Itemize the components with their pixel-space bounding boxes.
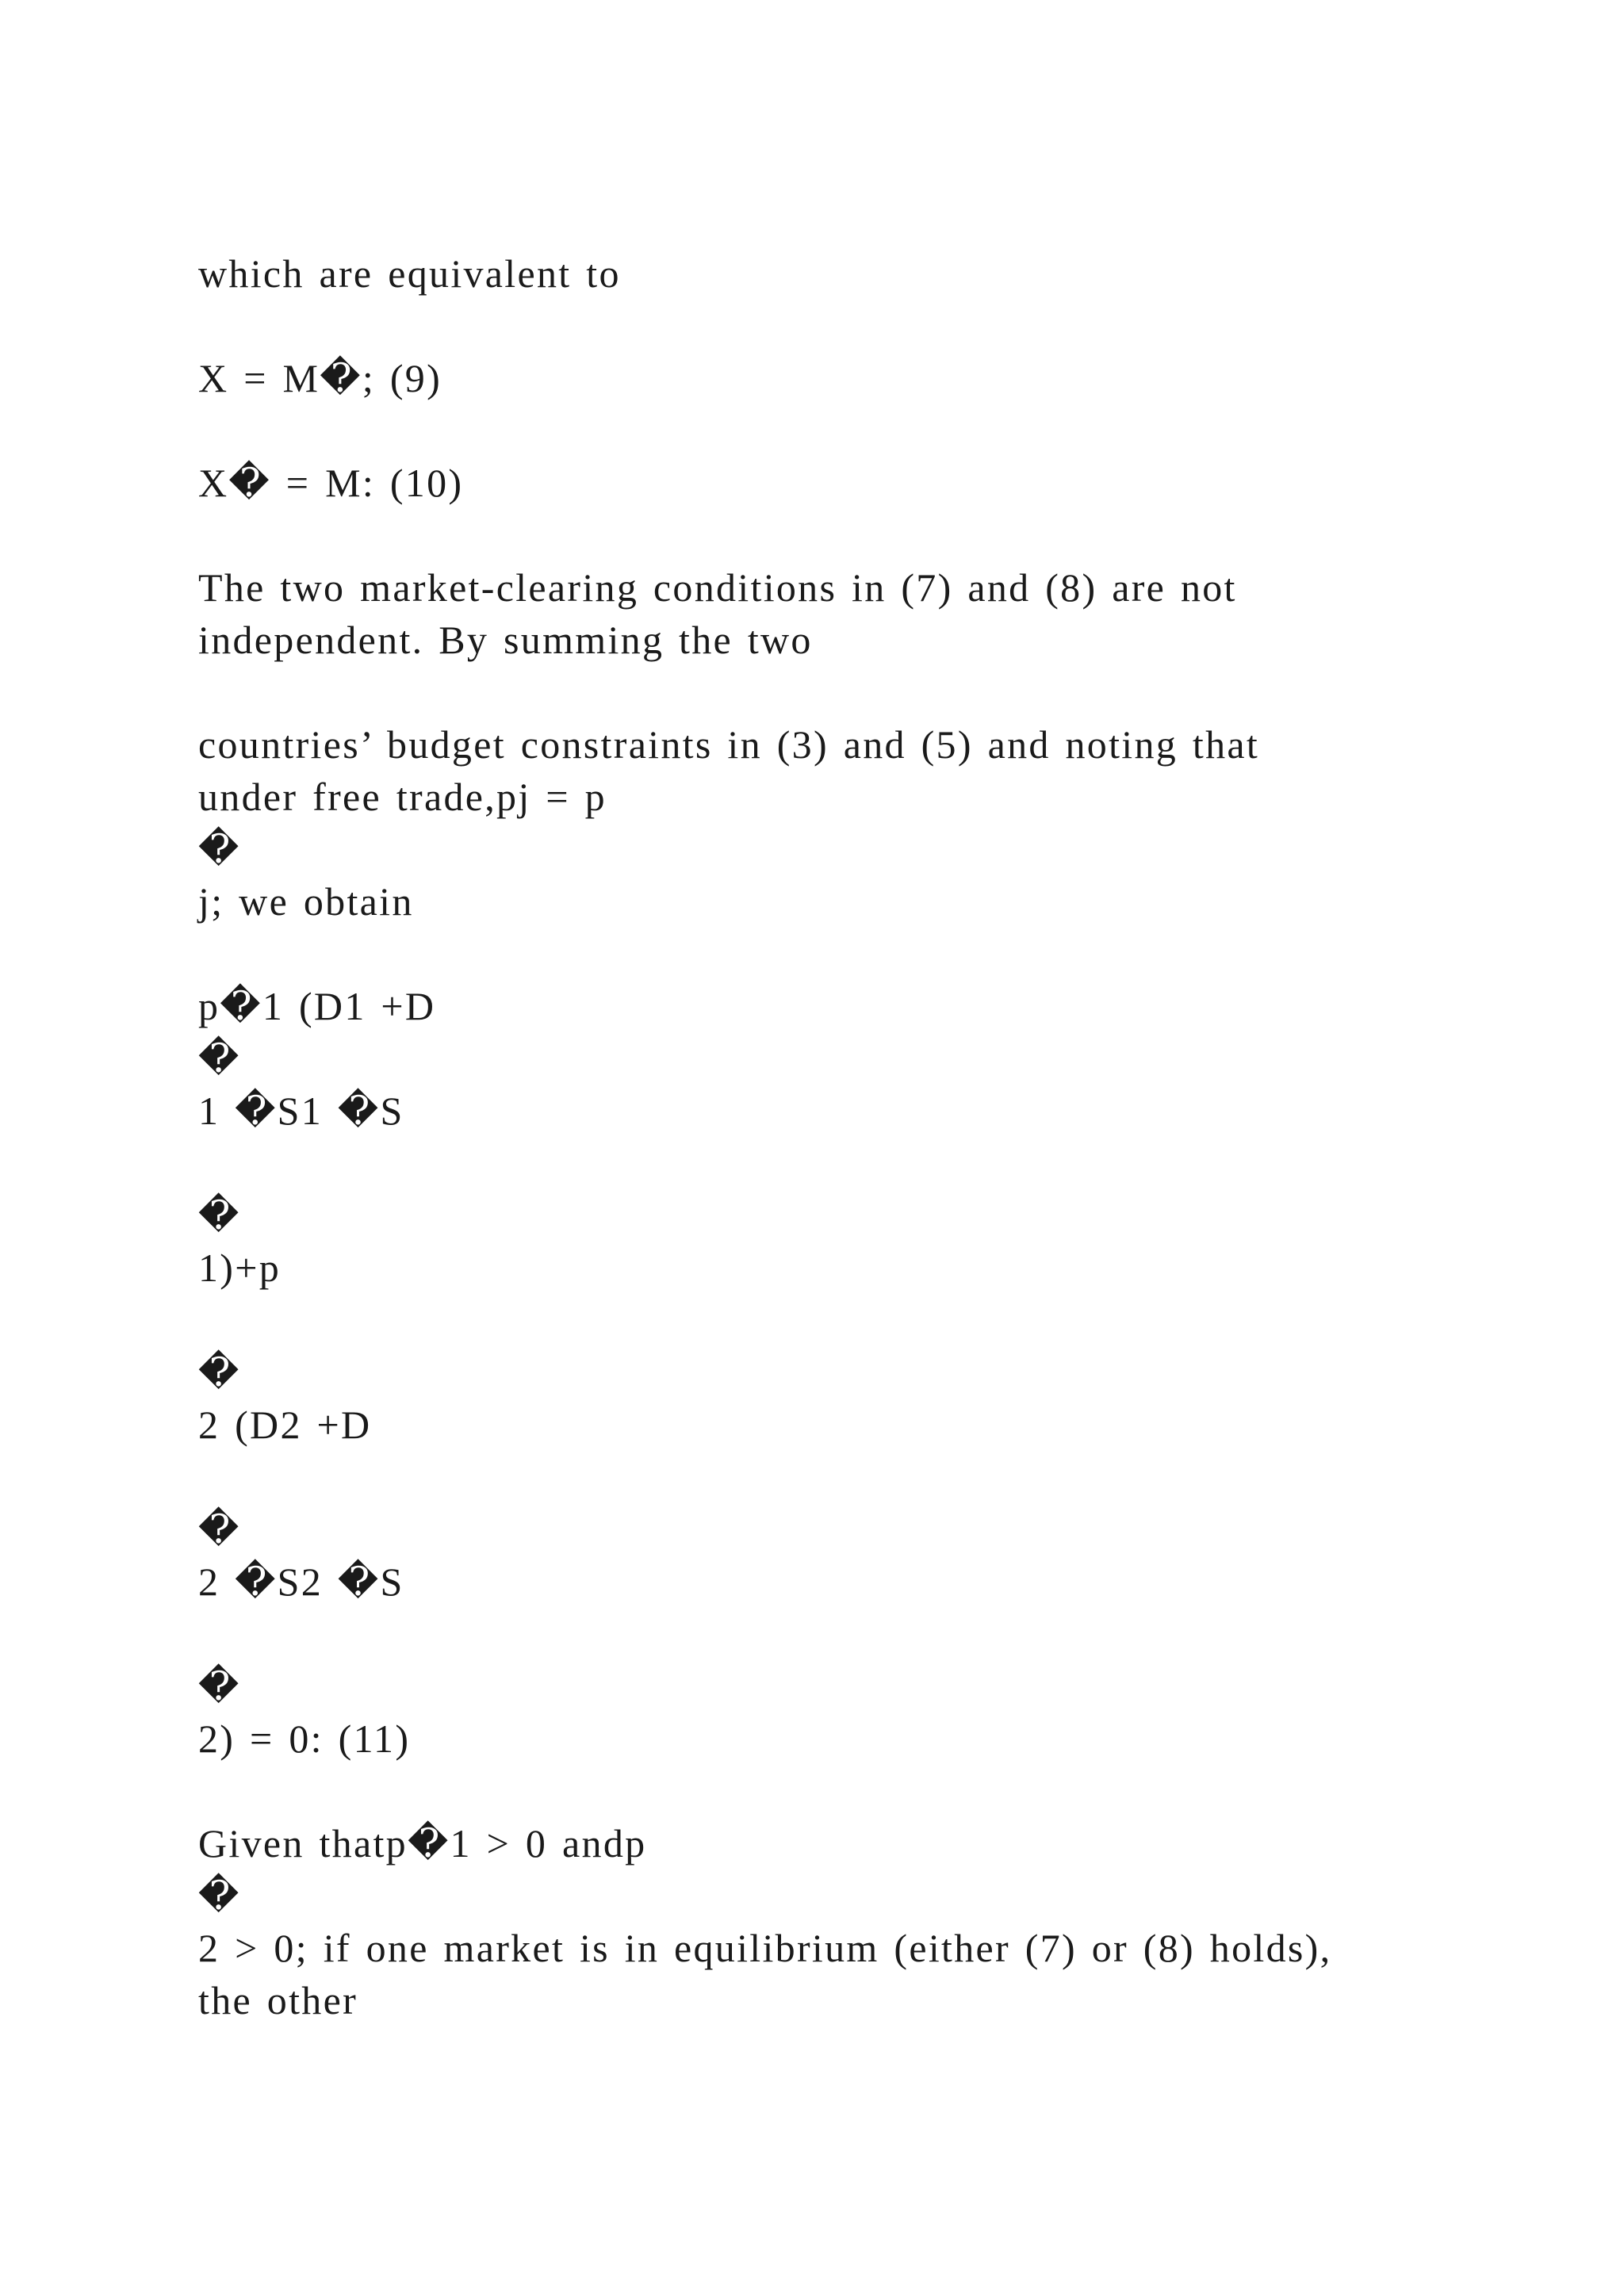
- equation-11-part: 2 �S2 �S: [198, 1559, 404, 1604]
- blank-line: [198, 928, 1435, 980]
- replacement-glyph: �: [198, 1193, 241, 1238]
- equation-10: X� = M: (10): [198, 461, 464, 505]
- blank-line: [198, 509, 1435, 561]
- text-line: j; we obtain: [198, 879, 414, 924]
- blank-line: [198, 1765, 1435, 1817]
- document-body: [198, 247, 1435, 2026]
- text-line: Given thatp�1 > 0 andp: [198, 1821, 647, 1866]
- blank-line: [198, 300, 1435, 352]
- replacement-glyph: �: [198, 827, 241, 871]
- replacement-glyph: �: [198, 1036, 241, 1081]
- blank-line: [198, 666, 1435, 718]
- text-line: the other: [198, 1978, 358, 2022]
- blank-line: [198, 1294, 1435, 1346]
- replacement-glyph: �: [198, 1350, 241, 1395]
- blank-line: [198, 1608, 1435, 1660]
- replacement-glyph: �: [198, 1664, 241, 1709]
- text-line: independent. By summing the two: [198, 618, 813, 662]
- equation-11-part: 1)+p: [198, 1246, 282, 1290]
- text-line: countries’ budget constraints in (3) and (5) and noting that: [198, 722, 1260, 767]
- replacement-glyph: �: [198, 1507, 241, 1552]
- equation-9: X = M�; (9): [198, 356, 442, 400]
- blank-line: [198, 1137, 1435, 1189]
- replacement-glyph: �: [198, 1873, 241, 1918]
- equation-11: 2) = 0: (11): [198, 1716, 411, 1761]
- blank-line: [198, 404, 1435, 457]
- equation-11-part: 2 (D2 +D: [198, 1402, 372, 1447]
- equation-11-part: p�1 (D1 +D: [198, 984, 436, 1028]
- text-line: which are equivalent to: [198, 251, 621, 296]
- text-line: 2 > 0; if one market is in equilibrium (either (7) or (8) holds),: [198, 1926, 1332, 1970]
- text-line: The two market-clearing conditions in (7) and (8) are not: [198, 565, 1237, 610]
- text-line: under free trade,pj = p: [198, 775, 607, 819]
- equation-11-part: 1 �S1 �S: [198, 1089, 404, 1133]
- blank-line: [198, 1451, 1435, 1503]
